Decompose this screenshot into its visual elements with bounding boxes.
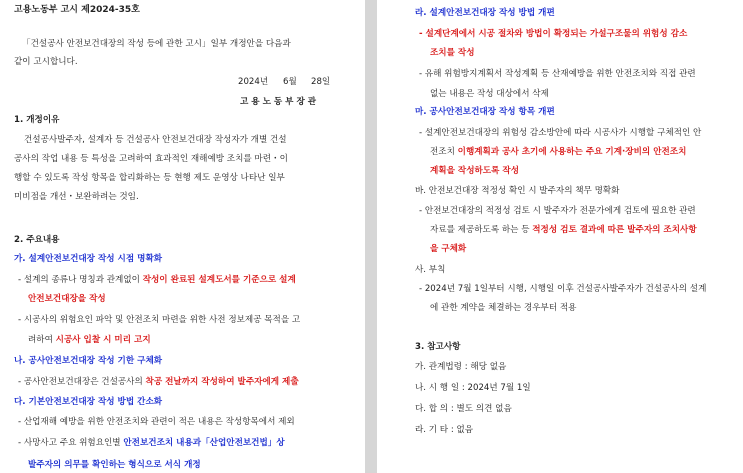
item-da-title: 다. 기본안전보건대장 작성 방법 간소화 — [14, 397, 163, 407]
section1-body-line-1: 건설공사발주자, 설계자 등 건설공사 안전보건대장 작성자가 개별 건설 — [24, 135, 287, 145]
item-da-bullet-2a: - 사망사고 주요 위험요인별 안전보건조치 내용과「산업안전보건법」상 — [18, 438, 285, 448]
item-ra-bullet-2b: 없는 내용은 작성 대상에서 삭제 — [430, 89, 549, 99]
item-sa-title: 사. 부칙 — [415, 265, 446, 275]
item-na-title: 나. 공사안전보건대장 작성 기한 구체화 — [14, 356, 163, 366]
item-ga-title: 가. 설계안전보건대장 작성 시점 명확화 — [14, 254, 163, 264]
item-ra-bullet-2a: - 유해 위험방지계획서 작성계획 등 산재예방을 위한 안전조치와 직접 관련 — [419, 69, 696, 79]
item-na-bullet-1: - 공사안전보건대장은 건설공사의 착공 전날까지 작성하여 발주자에게 제출 — [18, 377, 299, 387]
item-sa-bullet-1a: - 2024년 7월 1일부터 시행, 시행일 이후 건설공사발주자가 건설공사의 설계 — [419, 284, 707, 294]
item-da-bullet-1: - 산업재해 예방을 위한 안전조치와 관련이 적은 내용은 작성항목에서 제외 — [18, 417, 295, 427]
item-da-bullet-2b: 발주자의 의무를 확인하는 형식으로 서식 개정 — [28, 460, 201, 470]
section3-title: 3. 참고사항 — [415, 342, 461, 352]
date-day: 28일 — [311, 77, 331, 87]
item-ra-title: 라. 설계안전보건대장 작성 방법 개편 — [415, 8, 555, 18]
section1-title: 1. 개정이유 — [14, 115, 60, 125]
issuer: 고 용 노 동 부 장 관 — [240, 97, 317, 107]
date-year: 2024년 — [238, 77, 269, 87]
ref-row-agreement: 다. 합 의 : 별도 의견 없음 — [415, 404, 512, 414]
date-month: 6월 — [283, 77, 297, 87]
ref-row-other: 라. 기 타 : 없음 — [415, 425, 474, 435]
intro-line-1: 「건설공사 안전보건대장의 작성 등에 관한 고시」일부 개정안을 다음과 — [22, 39, 291, 49]
section1-body-line-2: 공사의 작업 내용 등 특성을 고려하여 효과적인 재해예방 조치를 마련・이 — [14, 154, 288, 164]
section1-body-line-4: 미비점을 개선・보완하려는 것임. — [14, 192, 139, 202]
notice-number: 고용노동부 고시 제2024-35호 — [14, 5, 140, 15]
item-ga-bullet-2a: - 시공사의 위험요인 파악 및 안전조치 마련을 위한 사전 정보제공 목적을 고 — [18, 315, 301, 325]
right-page — [377, 0, 743, 473]
item-ba-bullet-1a: - 안전보건대장의 적정성 검토 시 발주자가 전문가에게 검토에 필요한 관련 — [419, 206, 696, 216]
item-ma-bullet-1b: 전조치 이행계획과 공사 초기에 사용하는 주요 기계·장비의 안전조치 — [430, 147, 687, 157]
item-sa-bullet-1b: 에 관한 계약을 체결하는 경우부터 적용 — [430, 303, 577, 313]
item-ma-bullet-1a: - 설계안전보건대장의 위험성 감소방안에 따라 시공사가 시행할 구체적인 안 — [419, 128, 702, 138]
item-ma-title: 마. 공사안전보건대장 작성 항목 개편 — [415, 107, 555, 117]
item-ba-bullet-1b: 자료를 제공하도록 하는 등 적정성 검토 결과에 따른 발주자의 조치사항 — [430, 225, 697, 235]
intro-line-2: 같이 고시합니다. — [14, 57, 78, 67]
item-ga-bullet-1a: - 설계의 종류나 명칭과 관계없이 작성이 완료된 설계도서를 기준으로 설계 — [18, 275, 296, 285]
section1-body-line-3: 행할 수 있도록 작성 항목을 합리화하는 등 현행 제도 운영상 나타난 일부 — [14, 173, 285, 183]
item-ma-bullet-1c: 계획을 작성하도록 작성 — [430, 166, 519, 176]
item-ra-bullet-1b: 조치를 작성 — [430, 48, 475, 58]
item-ra-bullet-1a: - 설계단계에서 시공 절차와 방법이 확정되는 가설구조물의 위험성 감소 — [419, 29, 688, 39]
item-ba-title: 바. 안전보건대장 적정성 확인 시 발주자의 책무 명확화 — [415, 186, 620, 196]
item-ga-bullet-2b: 려하여 시공사 입찰 시 미리 고지 — [28, 335, 151, 345]
ref-row-effective-date: 나. 시 행 일 : 2024년 7월 1일 — [415, 383, 531, 393]
ref-row-laws: 가. 관계법령 : 해당 없음 — [415, 362, 507, 372]
section2-title: 2. 주요내용 — [14, 235, 60, 245]
item-ba-bullet-1c: 을 구체화 — [430, 244, 467, 254]
item-ga-bullet-1b: 안전보건대장을 작성 — [28, 294, 106, 304]
left-page — [0, 0, 365, 473]
